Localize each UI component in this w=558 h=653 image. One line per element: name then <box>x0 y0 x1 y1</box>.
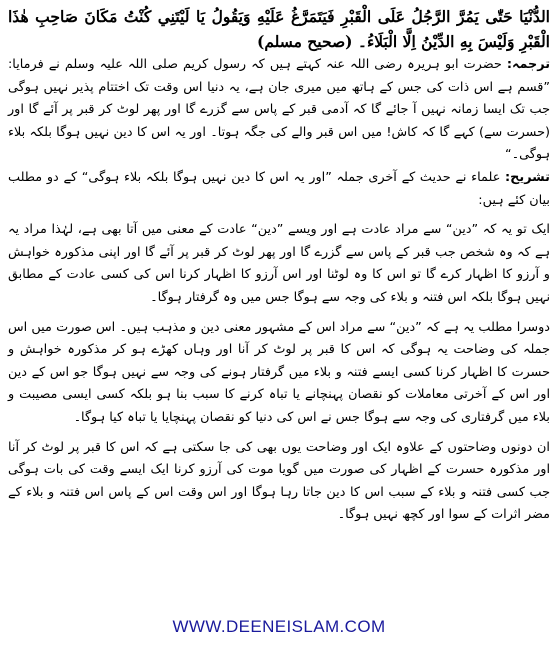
hadith-arabic: الدُّنْيَا حَتّٰى يَمُرَّ الرَّجُلُ عَلَى الْقَبْرِ فَيَتَمَرَّغُ عَلَيْهِ وَيَقُولُ يَا لَيْتَنِي كُنْتُ مَكَانَ صَاحِبِ هٰذَا الْقَبْرِ وَلَيْسَ بِهِ الدِّيْنُ اِلَّا الْبَلَاءُ۔ <box>8 7 550 51</box>
hadith-arabic-text <box>8 4 550 54</box>
conclusion-paragraph: ان دونوں وضاحتوں کے علاوہ ایک اور وضاحت یوں بھی کی جا سکتی ہے کہ اس کا قبر پر لوٹ کر آنا اور مذکورہ حسرت کے اظہار کی صورت میں گویا موت کی آرزو کرنا ایک ایسے وقت کی بات ہوگی جب کسی فتنہ و بلاء کے سبب اس کا دین جاتا رہا ہوگا اور اس وقت اس کے پاس اس فتنہ و بلاء کے مضر اثرات کے سوا اور کچھ نہیں ہوگا۔ <box>8 439 550 523</box>
second-meaning-paragraph: دوسرا مطلب یہ ہے کہ ”دین“ سے مراد اس کے مشہور معنی دین و مذہب ہیں۔ اس صورت میں اس جملہ کی وضاحت یہ ہوگی کہ اس کا قبر پر لوٹ کر آنا اور وہاں کھڑے ہو کر مذکورہ خواہش و حسرت کا اظہار کرنا کسی ایسے فتنہ و بلاء میں گرفتار ہونے کی وجہ سے نہیں ہوگا جو اس کے دین اور اس کے آخرتی معاملات کو نقصان پہنچانے یا تباہ کرنے کا سبب بنا ہو بلکہ کسی ایسی مصیبت و بلاء میں گرفتاری کی وجہ سے ہوگا جس نے اس کی دنیا کو نقصان پہنچایا یا تباہ کیا ہوگا۔ <box>8 319 550 425</box>
explanation-paragraph <box>8 167 550 212</box>
translation-label: ترجمہ: <box>506 57 551 72</box>
translation-paragraph <box>8 54 550 167</box>
explanation-label: تشریح: <box>505 169 550 185</box>
first-meaning-paragraph: ایک تو یہ کہ ”دین“ سے مراد عادت ہے اور ویسے ”دین“ عادت کے معنی میں آتا بھی ہے، لہٰذا مراد یہ ہے کہ وہ شخص جب قبر کے پاس سے گزرے گا اور پھر لوٹ کر قبر پر آئے گا اور اپنی مذکورہ خواہش و آرزو کا اظہار کرے گا تو اس کا وہ لوٹنا اور اس آرزو کا اظہار کرنا اس کی کسی عادت کے مطابق نہیں ہوگا بلکہ اس فتنہ و بلاء کی وجہ سے ہوگا جس میں وہ گرفتار ہوگا۔ <box>8 222 550 305</box>
website-footer: WWW.DEENEISLAM.COM <box>172 617 386 636</box>
spacer <box>8 430 550 437</box>
spacer <box>8 212 550 219</box>
spacer <box>8 310 550 317</box>
translation-text: حضرت ابو ہریرہ رضی اللہ عنہ کہتے ہیں کہ رسول کریم صلی اللہ علیہ وسلم نے فرمایا: ”قسم ہے اس ذات کی جس کے ہاتھ میں میری جان ہے، یہ دنیا اس وقت تک اختتام پذیر نہیں ہوگی جب تک ایسا زمانہ نہیں آ جائے گا کہ آدمی قبر کے پاس سے گزرے گا اور پھر لوٹ کر قبر پر آئے گا اور (حسرت سے) کہے گا کہ کاش! میں اس قبر والے کی جگہ ہوتا۔ اور یہ اس کا دین نہیں ہوگا بلکہ بلاء ہوگی۔“ <box>8 57 550 163</box>
explanation-text: علماء نے حدیث کے آخری جملہ ”اور یہ اس کا دین نہیں ہوگا بلکہ بلاء ہوگی“ کے دو مطلب بیان کئے ہیں: <box>8 169 550 208</box>
hadith-reference: (صحیح مسلم) <box>256 32 353 51</box>
